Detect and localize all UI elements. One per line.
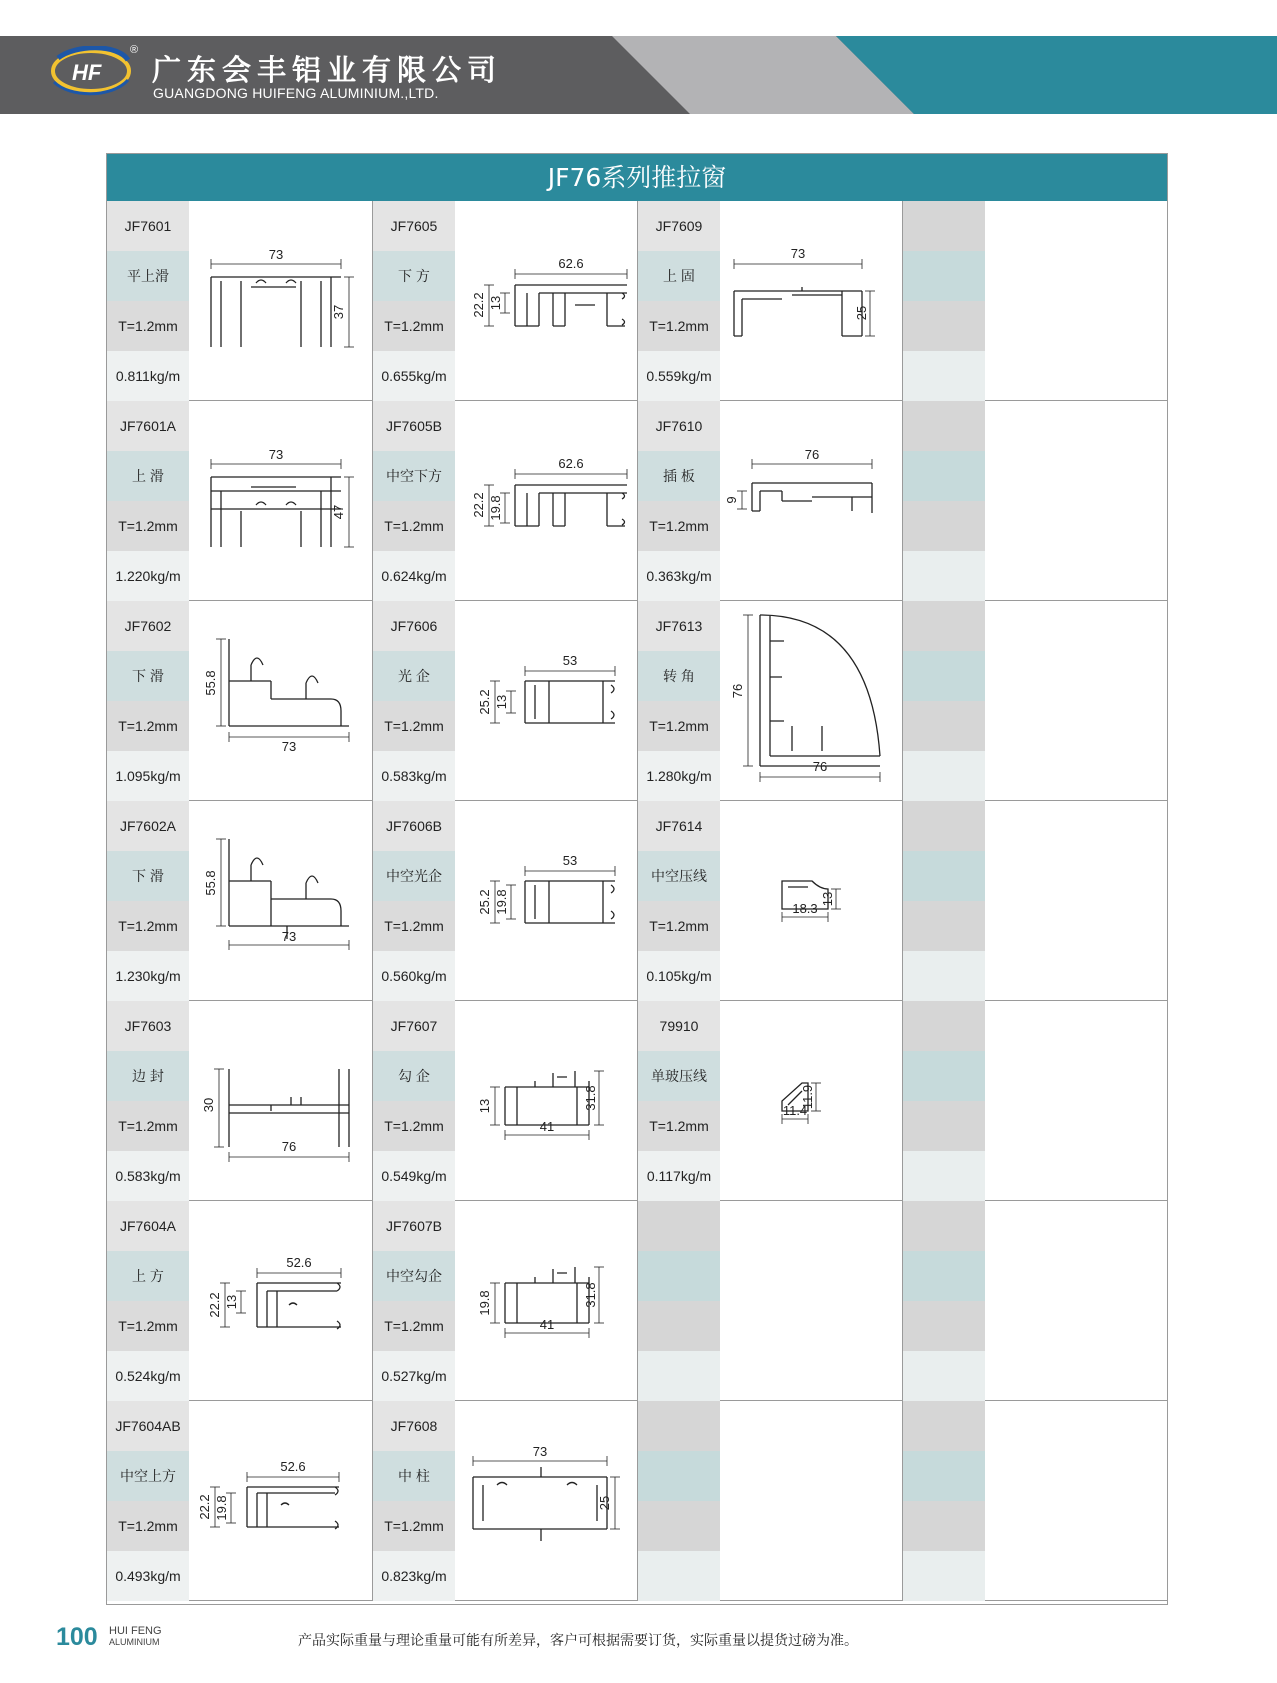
- profile-name: [903, 851, 985, 901]
- company-name-cn: 广东会丰铝业有限公司: [152, 53, 503, 87]
- profile-thickness: T=1.2mm: [373, 901, 455, 951]
- dimension-label: 9: [724, 496, 739, 504]
- dimension-label: 31.8: [583, 1085, 598, 1111]
- table-title: JF76系列推拉窗: [107, 154, 1167, 201]
- profile-thickness: T=1.2mm: [638, 701, 720, 751]
- profile-code: [903, 201, 985, 251]
- profile-name: 单玻压线: [638, 1051, 720, 1101]
- profile-drawing: [191, 601, 371, 801]
- profile-name: [903, 451, 985, 501]
- table-row: [107, 1201, 1167, 1401]
- profile-weight: 0.549kg/m: [373, 1151, 455, 1201]
- profile-name: [903, 651, 985, 701]
- profile-thickness: [638, 1301, 720, 1351]
- profile-name: 中 柱: [373, 1451, 455, 1501]
- profile-code: JF7614: [638, 801, 720, 851]
- profile-code: JF7609: [638, 201, 720, 251]
- profile-drawing: [987, 601, 1167, 801]
- profile-thickness: T=1.2mm: [638, 301, 720, 351]
- profile-weight: 1.280kg/m: [638, 751, 720, 801]
- profile-thickness: T=1.2mm: [373, 1101, 455, 1151]
- empty-profile-cell: [902, 801, 1168, 1001]
- profile-weight: 0.105kg/m: [638, 951, 720, 1001]
- profile-drawing: [457, 1401, 637, 1601]
- profile-code: [638, 1201, 720, 1251]
- profile-thickness: T=1.2mm: [107, 301, 189, 351]
- profile-name: [903, 1051, 985, 1101]
- profile-thickness: [903, 901, 985, 951]
- profile-drawing: [987, 1001, 1167, 1201]
- dimension-label: 41: [539, 1119, 555, 1134]
- profile-weight: [903, 1551, 985, 1601]
- profile-drawing: [457, 801, 637, 1001]
- dimension-label: 18.3: [792, 901, 818, 916]
- dimension-label: 73: [281, 739, 297, 754]
- profile-drawing: [722, 601, 902, 801]
- profile-cell: [637, 801, 903, 1001]
- dimension-label: 76: [730, 683, 745, 699]
- profile-name: 中空压线: [638, 851, 720, 901]
- dimension-label: 19.8: [214, 1495, 229, 1521]
- dimension-label: 22.2: [471, 492, 486, 518]
- dimension-label: 13: [820, 891, 835, 907]
- profile-weight: 0.624kg/m: [373, 551, 455, 601]
- profile-name: 上 方: [107, 1251, 189, 1301]
- profile-code: JF7602A: [107, 801, 189, 851]
- profile-weight: 0.583kg/m: [373, 751, 455, 801]
- profile-thickness: [903, 1301, 985, 1351]
- profile-drawing: [722, 401, 902, 601]
- profile-name: 中空上方: [107, 1451, 189, 1501]
- profile-thickness: T=1.2mm: [373, 1501, 455, 1551]
- profile-weight: [638, 1351, 720, 1401]
- dimension-label: 22.2: [197, 1494, 212, 1520]
- profile-code: JF7601A: [107, 401, 189, 451]
- profile-weight: [903, 1351, 985, 1401]
- profile-code: JF7602: [107, 601, 189, 651]
- profile-drawing: [457, 201, 637, 401]
- profile-drawing: [191, 1201, 371, 1401]
- profile-drawing: [457, 1001, 637, 1201]
- profile-code: JF7610: [638, 401, 720, 451]
- profile-drawing: [987, 401, 1167, 601]
- profile-code: [903, 601, 985, 651]
- profile-name: 插 板: [638, 451, 720, 501]
- dimension-label: 73: [268, 447, 284, 462]
- dimension-label: 55.8: [203, 670, 218, 696]
- empty-profile-cell: [902, 1401, 1168, 1601]
- profile-cell: [372, 401, 638, 601]
- table-row: [107, 601, 1167, 801]
- empty-profile-cell: [637, 1401, 903, 1601]
- profile-drawing: [987, 801, 1167, 1001]
- profile-drawing: [722, 1401, 902, 1601]
- profile-cell: [637, 401, 903, 601]
- dimension-label: 25: [854, 305, 869, 321]
- profile-code: JF7606: [373, 601, 455, 651]
- table-row: [107, 401, 1167, 601]
- profile-weight: 0.527kg/m: [373, 1351, 455, 1401]
- profile-code: JF7606B: [373, 801, 455, 851]
- profile-thickness: T=1.2mm: [107, 1101, 189, 1151]
- profile-cell: [372, 1201, 638, 1401]
- profile-weight: 0.583kg/m: [107, 1151, 189, 1201]
- profile-cell: [372, 1001, 638, 1201]
- dimension-label: 19.8: [477, 1290, 492, 1316]
- profile-code: JF7604AB: [107, 1401, 189, 1451]
- dimension-label: 62.6: [558, 256, 584, 271]
- dimension-label: 73: [790, 246, 806, 261]
- profile-drawing: [457, 1201, 637, 1401]
- profile-weight: [903, 1151, 985, 1201]
- profile-name: 中空光企: [373, 851, 455, 901]
- profile-cell: [107, 601, 372, 801]
- profile-name: 下 滑: [107, 851, 189, 901]
- profile-thickness: [903, 1501, 985, 1551]
- empty-profile-cell: [902, 601, 1168, 801]
- profile-drawing: [722, 801, 902, 1001]
- profile-name: 勾 企: [373, 1051, 455, 1101]
- profile-drawing: [722, 201, 902, 401]
- empty-profile-cell: [902, 1001, 1168, 1201]
- profile-drawing: [191, 801, 371, 1001]
- profile-drawing: [722, 1201, 902, 1401]
- profile-cell: [637, 1001, 903, 1201]
- profile-thickness: [903, 301, 985, 351]
- profile-table: [106, 153, 1168, 1605]
- profile-name: 转 角: [638, 651, 720, 701]
- profile-drawing: [987, 1401, 1167, 1601]
- profile-weight: 1.220kg/m: [107, 551, 189, 601]
- profile-weight: [903, 351, 985, 401]
- profile-thickness: T=1.2mm: [107, 501, 189, 551]
- profile-cell: [107, 1401, 372, 1601]
- profile-name: [903, 1451, 985, 1501]
- profile-code: JF7607: [373, 1001, 455, 1051]
- profile-drawing: [191, 1401, 371, 1601]
- dimension-label: 55.8: [203, 870, 218, 896]
- dimension-label: 76: [812, 759, 828, 774]
- dimension-label: 25: [597, 1495, 612, 1511]
- dimension-label: 22.2: [471, 292, 486, 318]
- profile-drawing: [191, 401, 371, 601]
- profile-thickness: T=1.2mm: [107, 1301, 189, 1351]
- profile-cell: [107, 1001, 372, 1201]
- dimension-label: 19.8: [488, 495, 503, 521]
- profile-drawing: [457, 601, 637, 801]
- profile-cell: [372, 1401, 638, 1601]
- profile-weight: 1.230kg/m: [107, 951, 189, 1001]
- profile-code: JF7601: [107, 201, 189, 251]
- profile-name: 下 方: [373, 251, 455, 301]
- table-row: [107, 1401, 1167, 1601]
- profile-code: JF7608: [373, 1401, 455, 1451]
- dimension-label: 31.8: [583, 1282, 598, 1308]
- profile-name: 中空下方: [373, 451, 455, 501]
- dimension-label: 47: [331, 504, 346, 520]
- dimension-label: 30: [201, 1097, 216, 1113]
- profile-thickness: T=1.2mm: [107, 701, 189, 751]
- registered-mark: ®: [130, 44, 139, 56]
- profile-code: [903, 401, 985, 451]
- profile-name: [903, 251, 985, 301]
- profile-weight: 0.117kg/m: [638, 1151, 720, 1201]
- profile-cell: [372, 601, 638, 801]
- footer-brand-line2: ALUMINIUM: [109, 1637, 160, 1647]
- dimension-label: 13: [477, 1098, 492, 1114]
- profile-drawing: [722, 1001, 902, 1201]
- profile-cell: [107, 1201, 372, 1401]
- dimension-label: 37: [331, 304, 346, 320]
- profile-name: 平上滑: [107, 251, 189, 301]
- dimension-label: 11.9: [800, 1084, 815, 1110]
- company-logo: [48, 46, 134, 96]
- footer-note: 产品实际重量与理论重量可能有所差异，客户可根据需要订货，实际重量以提货过磅为准。: [298, 1633, 858, 1649]
- profile-code: 79910: [638, 1001, 720, 1051]
- profile-name: 边 封: [107, 1051, 189, 1101]
- profile-weight: 0.655kg/m: [373, 351, 455, 401]
- dimension-label: 13: [224, 1294, 239, 1310]
- profile-name: [903, 1251, 985, 1301]
- profile-cell: [637, 601, 903, 801]
- profile-thickness: T=1.2mm: [107, 1501, 189, 1551]
- company-name-en: GUANGDONG HUIFENG ALUMINIUM.,LTD.: [153, 85, 439, 101]
- dimension-label: 53: [562, 853, 578, 868]
- empty-profile-cell: [902, 201, 1168, 401]
- profile-name: 下 滑: [107, 651, 189, 701]
- profile-weight: 0.811kg/m: [107, 351, 189, 401]
- empty-profile-cell: [902, 401, 1168, 601]
- profile-thickness: T=1.2mm: [373, 1301, 455, 1351]
- page-number: 100: [56, 1623, 98, 1651]
- profile-code: JF7607B: [373, 1201, 455, 1251]
- dimension-label: 76: [281, 1139, 297, 1154]
- profile-code: JF7605: [373, 201, 455, 251]
- dimension-label: 13: [488, 295, 503, 311]
- dimension-label: 76: [804, 447, 820, 462]
- profile-code: [903, 1201, 985, 1251]
- profile-weight: [903, 551, 985, 601]
- profile-code: JF7605B: [373, 401, 455, 451]
- dimension-label: 11.4: [782, 1103, 808, 1118]
- profile-name: 上 固: [638, 251, 720, 301]
- profile-weight: [903, 751, 985, 801]
- dimension-label: 52.6: [286, 1255, 312, 1270]
- profile-cell: [107, 201, 372, 401]
- table-row: [107, 801, 1167, 1001]
- dimension-label: 13: [494, 694, 509, 710]
- profile-cell: [637, 201, 903, 401]
- logo-text: HF: [72, 60, 102, 85]
- profile-name: [638, 1451, 720, 1501]
- profile-weight: 0.363kg/m: [638, 551, 720, 601]
- profile-code: [638, 1401, 720, 1451]
- profile-thickness: T=1.2mm: [638, 1101, 720, 1151]
- profile-thickness: T=1.2mm: [373, 501, 455, 551]
- profile-name: 中空勾企: [373, 1251, 455, 1301]
- profile-drawing: [987, 1201, 1167, 1401]
- profile-weight: 0.493kg/m: [107, 1551, 189, 1601]
- dimension-label: 22.2: [207, 1292, 222, 1318]
- profile-thickness: [903, 1101, 985, 1151]
- profile-thickness: T=1.2mm: [373, 301, 455, 351]
- profile-name: 上 滑: [107, 451, 189, 501]
- table-row: [107, 1001, 1167, 1201]
- dimension-label: 52.6: [280, 1459, 306, 1474]
- dimension-label: 41: [539, 1317, 555, 1332]
- profile-name: 光 企: [373, 651, 455, 701]
- profile-cell: [372, 201, 638, 401]
- footer-brand-line1: HUI FENG: [109, 1625, 162, 1637]
- dimension-label: 25.2: [477, 689, 492, 715]
- profile-thickness: [903, 701, 985, 751]
- profile-thickness: T=1.2mm: [638, 501, 720, 551]
- profile-code: JF7603: [107, 1001, 189, 1051]
- profile-weight: 1.095kg/m: [107, 751, 189, 801]
- profile-drawing: [191, 201, 371, 401]
- profile-code: JF7604A: [107, 1201, 189, 1251]
- profile-thickness: [903, 501, 985, 551]
- profile-cell: [372, 801, 638, 1001]
- profile-thickness: [638, 1501, 720, 1551]
- dimension-label: 73: [268, 247, 284, 262]
- profile-cell: [107, 801, 372, 1001]
- profile-weight: [903, 951, 985, 1001]
- empty-profile-cell: [637, 1201, 903, 1401]
- profile-name: [638, 1251, 720, 1301]
- profile-drawing: [457, 401, 637, 601]
- profile-weight: 0.560kg/m: [373, 951, 455, 1001]
- profile-cell: [107, 401, 372, 601]
- profile-weight: 0.823kg/m: [373, 1551, 455, 1601]
- dimension-label: 73: [532, 1444, 548, 1459]
- profile-drawing: [191, 1001, 371, 1201]
- dimension-label: 25.2: [477, 889, 492, 915]
- profile-thickness: T=1.2mm: [107, 901, 189, 951]
- profile-code: [903, 1001, 985, 1051]
- profile-weight: 0.524kg/m: [107, 1351, 189, 1401]
- profile-code: JF7613: [638, 601, 720, 651]
- dimension-label: 73: [281, 929, 297, 944]
- profile-thickness: T=1.2mm: [373, 701, 455, 751]
- profile-weight: 0.559kg/m: [638, 351, 720, 401]
- dimension-label: 62.6: [558, 456, 584, 471]
- profile-thickness: T=1.2mm: [638, 901, 720, 951]
- dimension-label: 19.8: [494, 889, 509, 915]
- empty-profile-cell: [902, 1201, 1168, 1401]
- profile-drawing: [987, 201, 1167, 401]
- profile-code: [903, 801, 985, 851]
- profile-code: [903, 1401, 985, 1451]
- profile-weight: [638, 1551, 720, 1601]
- table-row: [107, 201, 1167, 401]
- dimension-label: 53: [562, 653, 578, 668]
